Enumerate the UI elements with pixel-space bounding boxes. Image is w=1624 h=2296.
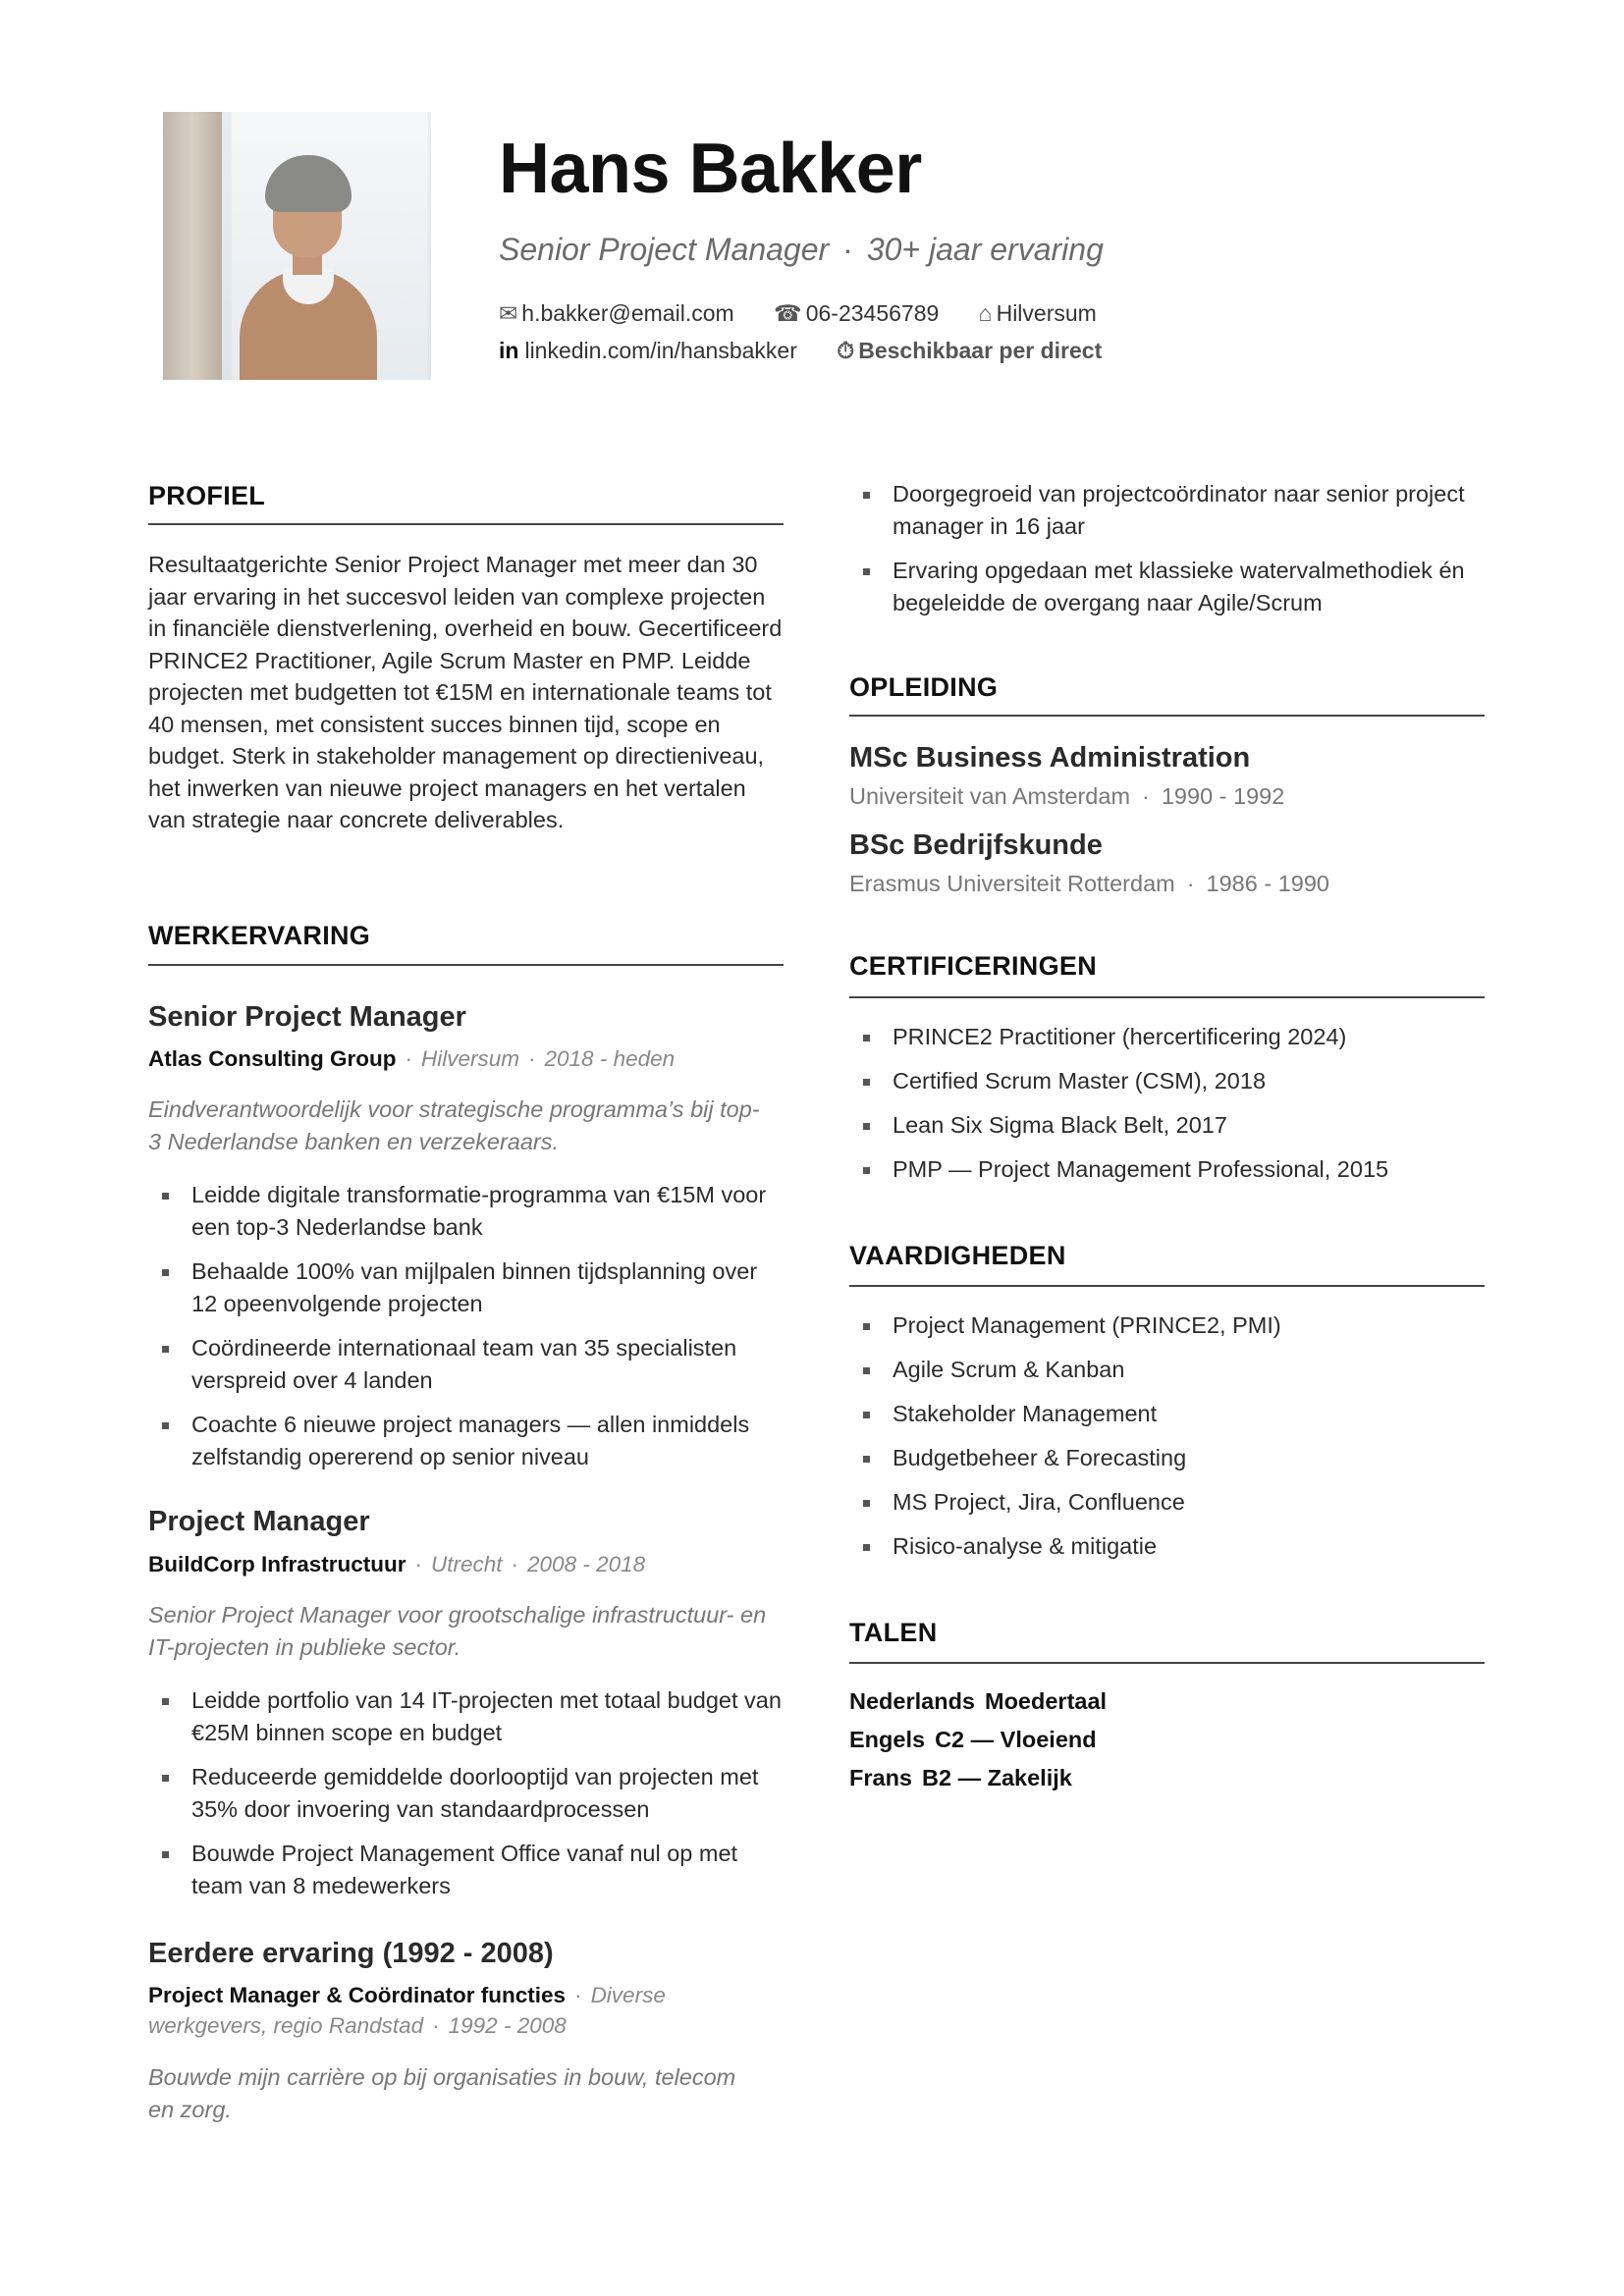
list-item: Agile Scrum & Kanban xyxy=(849,1354,1488,1386)
section-divider xyxy=(849,1285,1485,1287)
language-name: Engels xyxy=(849,1727,926,1752)
list-item: Behaalde 100% van mijlpalen binnen tijdsplanning over 12 opeenvolgende projecten xyxy=(148,1255,786,1319)
language-item xyxy=(849,1759,1072,1797)
list-item: Risico-analyse & mitigatie xyxy=(849,1530,1488,1563)
section-divider xyxy=(849,1662,1485,1664)
job-summary: Senior Project Manager voor grootschalige infrastructuur- en IT-projecten in publieke sector. xyxy=(148,1602,767,1660)
job-bullets xyxy=(148,1684,786,1914)
language-level: Moedertaal xyxy=(985,1688,1108,1714)
section-divider xyxy=(148,964,784,966)
candidate-name: Hans Bakker xyxy=(499,130,922,208)
availability-text: Beschikbaar per direct xyxy=(858,338,1103,363)
list-item: Project Management (PRINCE2, PMI) xyxy=(849,1309,1488,1342)
job-period: 2008 - 2018 xyxy=(527,1552,646,1576)
location-text: Hilversum xyxy=(996,300,1097,326)
job-title: Project Manager xyxy=(148,1506,370,1537)
section-divider xyxy=(849,996,1485,998)
list-item: Doorgegroeid van projectcoördinator naar senior project manager in 16 jaar xyxy=(849,478,1488,542)
contact-row-1 xyxy=(499,298,1130,328)
section-divider xyxy=(148,523,784,525)
section-title-education: OPLEIDING xyxy=(849,672,999,702)
job-company: BuildCorp Infrastructuur xyxy=(148,1552,406,1576)
list-item: MS Project, Jira, Confluence xyxy=(849,1486,1488,1519)
phone-icon: ☎ xyxy=(774,300,802,326)
list-item: Ervaring opgedaan met klassieke watervalmethodiek én begeleidde de overgang naar Agile/Scrum xyxy=(849,555,1488,618)
section-divider xyxy=(849,715,1485,717)
experience-years: 30+ jaar ervaring xyxy=(866,232,1104,267)
linkedin-text: linkedin.com/in/hansbakker xyxy=(524,338,797,363)
section-title-certifications: CERTIFICERINGEN xyxy=(849,951,1098,981)
education-period: 1990 - 1992 xyxy=(1161,783,1285,809)
job-title: Eerdere ervaring (1992 - 2008) xyxy=(148,1938,554,1969)
job-summary: Bouwde mijn carrière op bij organisaties in bouw, telecom en zorg. xyxy=(148,2064,736,2122)
job-location: Hilversum xyxy=(421,1046,520,1071)
language-name: Frans xyxy=(849,1765,912,1790)
section-title-languages: TALEN xyxy=(849,1618,938,1647)
job-period: 1992 - 2008 xyxy=(448,2013,567,2038)
job-company: Atlas Consulting Group xyxy=(148,1046,397,1071)
education-school: Universiteit van Amsterdam xyxy=(849,783,1131,809)
envelope-icon: ✉ xyxy=(499,300,518,326)
job-meta: BuildCorp Infrastructuur · Utrecht · 2008 - 2018 xyxy=(148,1552,646,1576)
list-item: Leidde portfolio van 14 IT-projecten met totaal budget van €25M binnen scope en budget xyxy=(148,1684,786,1748)
job-bullets xyxy=(148,1179,786,1485)
job-summary: Eindverantwoordelijk voor strategische programma’s bij top-3 Nederlandse banken en verzekeraars. xyxy=(148,1096,760,1154)
stopwatch-icon: ⏱ xyxy=(837,338,855,363)
linkedin-item[interactable] xyxy=(499,338,797,363)
linkedin-icon: in xyxy=(499,338,519,363)
list-item: Bouwde Project Management Office vanaf nul op met team van 8 medewerkers xyxy=(148,1838,786,1901)
home-icon: ⌂ xyxy=(978,300,993,326)
job-meta: Atlas Consulting Group · Hilversum · 2018 - heden xyxy=(148,1046,676,1071)
job-period: 2018 - heden xyxy=(544,1046,676,1071)
list-item: PRINCE2 Practitioner (hercertificering 2024) xyxy=(849,1021,1488,1053)
certifications-list xyxy=(849,1021,1488,1198)
location-item xyxy=(979,300,1097,326)
separator-dot: · xyxy=(842,232,853,267)
education-period: 1986 - 1990 xyxy=(1206,871,1329,896)
email-item[interactable] xyxy=(499,300,734,326)
language-level: C2 — Vloeiend xyxy=(935,1727,1097,1752)
education-degree: BSc Bedrijfskunde xyxy=(849,829,1103,861)
phone-text: 06-23456789 xyxy=(805,300,940,326)
education-degree: MSc Business Administration xyxy=(849,742,1251,774)
list-item: Coachte 6 nieuwe project managers — allen inmiddels zelfstandig opererend op senior niveau xyxy=(148,1409,786,1472)
availability-item xyxy=(837,338,1102,363)
job-company: Project Manager & Coördinator functies xyxy=(148,1983,567,2007)
list-item: PMP — Project Management Professional, 2015 xyxy=(849,1153,1488,1186)
list-item: Coördineerde internationaal team van 35 specialisten verspreid over 4 landen xyxy=(148,1332,786,1396)
job-meta: Project Manager & Coördinator functies · Diverse werkgevers, regio Randstad · 1992 - 2008 xyxy=(148,1983,666,2038)
language-name: Nederlands xyxy=(849,1688,975,1714)
email-text: h.bakker@email.com xyxy=(521,300,734,326)
job-bullets-continued xyxy=(849,478,1488,631)
list-item: Stakeholder Management xyxy=(849,1398,1488,1430)
list-item: Reduceerde gemiddelde doorlooptijd van projecten met 35% door invoering van standaardprocessen xyxy=(148,1761,786,1825)
language-level: B2 — Zakelijk xyxy=(922,1765,1072,1790)
job-location-cont: werkgevers, regio Randstad xyxy=(148,2013,424,2038)
education-meta: Universiteit van Amsterdam · 1990 - 1992 xyxy=(849,783,1285,809)
list-item: Lean Six Sigma Black Belt, 2017 xyxy=(849,1109,1488,1142)
language-item xyxy=(849,1682,1107,1721)
skills-list xyxy=(849,1309,1488,1575)
list-item: Certified Scrum Master (CSM), 2018 xyxy=(849,1065,1488,1097)
job-location: Diverse xyxy=(590,1983,666,2007)
section-title-skills: VAARDIGHEDEN xyxy=(849,1241,1066,1270)
list-item: Leidde digitale transformatie-programma van €15M voor een top-3 Nederlandse bank xyxy=(148,1179,786,1243)
job-location: Utrecht xyxy=(431,1552,503,1576)
language-item xyxy=(849,1721,1097,1759)
phone-item[interactable] xyxy=(774,300,939,326)
section-title-profile: PROFIEL xyxy=(148,481,266,510)
education-school: Erasmus Universiteit Rotterdam xyxy=(849,871,1175,896)
list-item: Budgetbeheer & Forecasting xyxy=(849,1442,1488,1474)
role-title: Senior Project Manager xyxy=(499,232,830,267)
section-title-experience: WERKERVARING xyxy=(148,921,371,950)
profile-text: Resultaatgerichte Senior Project Manager met meer dan 30 jaar ervaring in het succesvol leiden van complexe projecten in financiële dienstverlening, overheid en bouw. Gecertificeerd PRINCE2 Practitioner, Agile Scrum Master en PMP. Leidde projecten met budgetten tot €15M en internationale teams tot 40 mensen, met consistent succes binnen tijd, scope en budget. Sterk in stakeholder management op directieniveau, het inwerken van nieuwe project managers en het vertalen van strategie naar concrete deliverables. xyxy=(148,552,783,832)
education-meta: Erasmus Universiteit Rotterdam · 1986 - 1990 xyxy=(849,871,1329,896)
headline xyxy=(499,230,1104,269)
job-title: Senior Project Manager xyxy=(148,1001,466,1033)
profile-photo xyxy=(163,112,431,380)
contact-row-2 xyxy=(499,336,1135,365)
